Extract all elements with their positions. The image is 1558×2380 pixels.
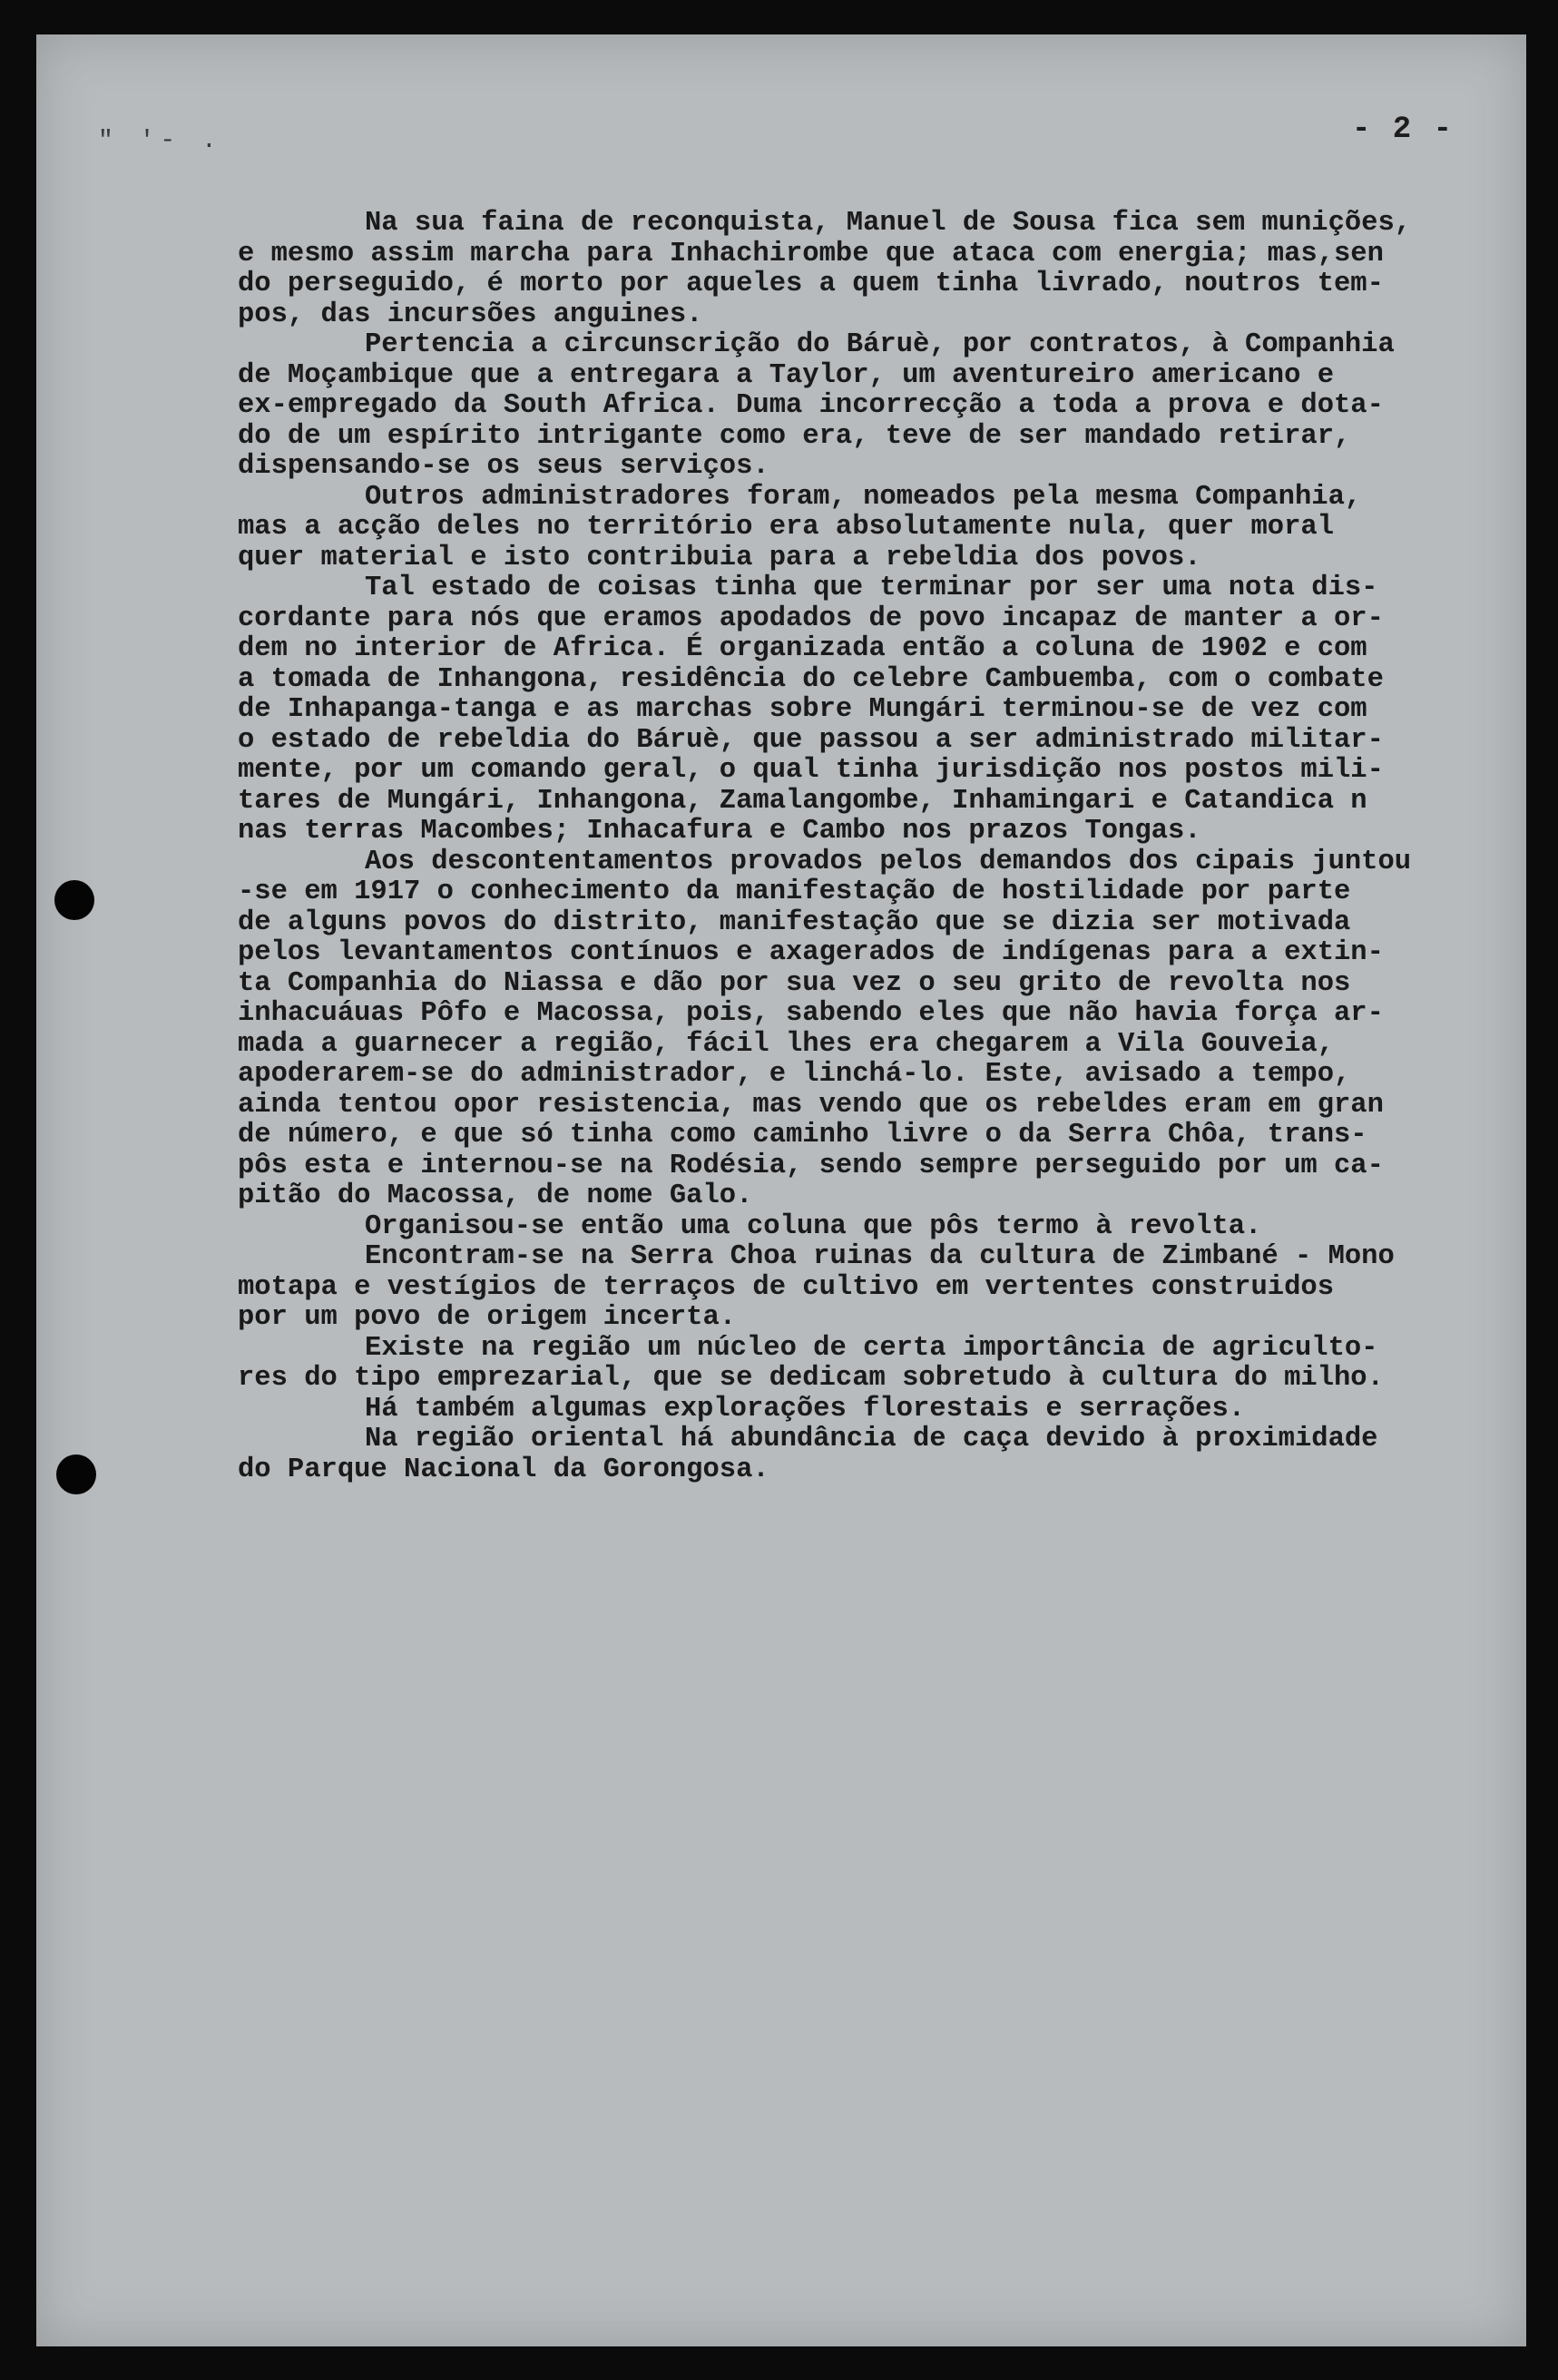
text-line: de alguns povos do distrito, manifestação que se dizia ser motivada xyxy=(238,906,1351,938)
text-line: Outros administradores foram, nomeados pela mesma Companhia, xyxy=(365,481,1362,513)
page-number: - 2 - xyxy=(1352,113,1455,147)
text-line: do de um espírito intrigante como era, teve de ser mandado retirar, xyxy=(238,420,1351,452)
text-line: quer material e isto contribuia para a rebeldia dos povos. xyxy=(238,542,1201,573)
text-line: Na sua faina de reconquista, Manuel de Sousa fica sem munições, xyxy=(365,208,1412,239)
text-line: pitão do Macossa, de nome Galo. xyxy=(238,1180,753,1211)
text-line: mas a acção deles no território era absolutamente nula, quer moral xyxy=(238,512,1334,543)
text-line: e mesmo assim marcha para Inhachirombe que ataca com energia; mas,sen xyxy=(238,238,1384,269)
text-line: mente, por um comando geral, o qual tinha jurisdição nos postos mili- xyxy=(238,755,1384,786)
text-line: Aos descontentamentos provados pelos demandos dos cipais juntou xyxy=(365,846,1412,877)
text-line: pelos levantamentos contínuos e axagerados de indígenas para a extin- xyxy=(238,937,1384,968)
text-line: motapa e vestígios de terraços de cultivo em vertentes construidos xyxy=(238,1271,1334,1303)
text-line: dispensando-se os seus serviços. xyxy=(238,451,769,482)
text-line: Existe na região um núcleo de certa importância de agriculto- xyxy=(365,1332,1378,1364)
punch-hole-bottom xyxy=(56,1454,96,1494)
text-line: Há também algumas explorações florestais e serrações. xyxy=(365,1393,1246,1425)
text-line: pôs esta e internou-se na Rodésia, sendo sempre perseguido por um ca- xyxy=(238,1150,1384,1181)
text-line: de número, e que só tinha como caminho livre o da Serra Chôa, trans- xyxy=(238,1120,1367,1151)
text-line: por um povo de origem incerta. xyxy=(238,1302,737,1333)
text-line: ta Companhia do Niassa e dão por sua vez o seu grito de revolta nos xyxy=(238,967,1351,999)
text-line: Encontram-se na Serra Choa ruinas da cultura de Zimbané - Mono xyxy=(365,1241,1395,1272)
text-line: dem no interior de Africa. É organizada então a coluna de 1902 e com xyxy=(238,633,1367,664)
text-line: a tomada de Inhangona, residência do celebre Cambuemba, com o combate xyxy=(238,663,1384,695)
text-line: apoderarem-se do administrador, e linchá-lo. Este, avisado a tempo, xyxy=(238,1059,1351,1090)
text-line: cordante para nós que eramos apodados de povo incapaz de manter a or- xyxy=(238,602,1384,634)
corner-marks: " '- . xyxy=(98,127,222,155)
text-line: do Parque Nacional da Gorongosa. xyxy=(238,1454,769,1485)
text-line: Tal estado de coisas tinha que terminar por ser uma nota dis- xyxy=(365,573,1378,603)
text-line: ainda tentou opor resistencia, mas vendo que os rebeldes eram em gran xyxy=(238,1089,1384,1121)
text-line: o estado de rebeldia do Báruè, que passou a ser administrado militar- xyxy=(238,724,1384,756)
text-line: de Moçambique que a entregara a Taylor, um aventureiro americano e xyxy=(238,359,1334,391)
text-line: pos, das incursões anguines. xyxy=(238,299,703,330)
text-line: ex-empregado da South Africa. Duma incorrecção a toda a prova e dota- xyxy=(238,390,1384,421)
text-line: -se em 1917 o conhecimento da manifestação de hostilidade por parte xyxy=(238,877,1351,907)
text-line: do perseguido, é morto por aqueles a quem tinha livrado, noutros tem- xyxy=(238,269,1384,299)
text-line: nas terras Macombes; Inhacafura e Cambo nos prazos Tongas. xyxy=(238,816,1201,847)
text-line: Organisou-se então uma coluna que pôs termo à revolta. xyxy=(365,1210,1262,1242)
text-line: mada a guarnecer a região, fácil lhes era chegarem a Vila Gouveia, xyxy=(238,1028,1334,1060)
punch-hole-top xyxy=(54,880,94,920)
text-line: res do tipo emprezarial, que se dedicam sobretudo à cultura do milho. xyxy=(238,1363,1384,1394)
text-line: tares de Mungári, Inhangona, Zamalangombe, Inhamingari e Catandica n xyxy=(238,785,1367,817)
text-line: Na região oriental há abundância de caça devido à proximidade xyxy=(365,1424,1378,1454)
typed-text-body xyxy=(238,209,1526,1485)
text-line: de Inhapanga-tanga e as marchas sobre Mungári terminou-se de vez com xyxy=(238,694,1367,725)
text-line: Pertencia a circunscrição do Báruè, por contratos, à Companhia xyxy=(365,329,1395,360)
text-line: inhacuáuas Pôfo e Macossa, pois, sabendo eles que não havia força ar- xyxy=(238,998,1384,1029)
